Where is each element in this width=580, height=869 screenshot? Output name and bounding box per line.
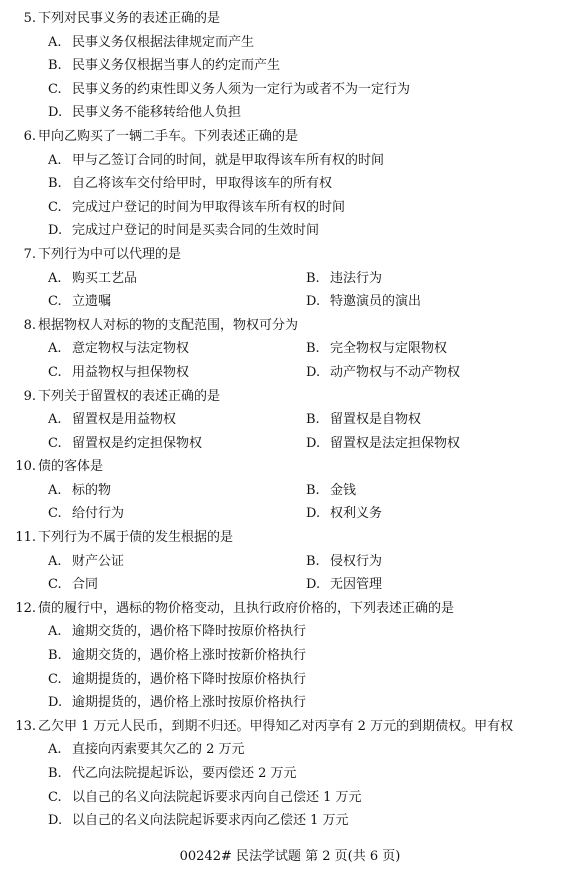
option-label: D. <box>48 813 63 829</box>
question-number: 10. <box>15 459 36 475</box>
option-text: 留置权是法定担保物权 <box>330 435 461 451</box>
option-label: A. <box>48 482 62 498</box>
option-label: C. <box>48 435 62 451</box>
question-text: 下列行为不属于债的发生根据的是 <box>38 530 234 546</box>
page-footer: 00242# 民法学试题 第 2 页(共 6 页) <box>179 849 401 864</box>
option-label: D. <box>306 435 321 451</box>
option-text: 代乙向法院提起诉讼，要丙偿还 2 万元 <box>72 766 297 781</box>
question-10 <box>0 455 580 526</box>
option-text: 以自己的名义向法院起诉要求丙向乙偿还 1 万元 <box>72 813 349 829</box>
question-12 <box>0 597 580 715</box>
question-text: 债的客体是 <box>38 459 104 475</box>
option-text: 留置权是用益物权 <box>72 412 177 428</box>
option-text: 金钱 <box>330 482 357 498</box>
option-text: 逾期交货的，遇价格上涨时按新价格执行 <box>72 648 307 664</box>
option-text: 留置权是约定担保物权 <box>72 435 203 451</box>
question-number: 9. <box>23 388 36 404</box>
option-label: B. <box>48 58 62 74</box>
option-text: 无因管理 <box>330 577 383 593</box>
option-label: B. <box>48 176 62 192</box>
option-text: 合同 <box>72 577 99 593</box>
option-label: D. <box>306 364 321 380</box>
option-label: A. <box>48 152 62 168</box>
option-text: 给付行为 <box>72 506 125 522</box>
question-text: 下列关于留置权的表述正确的是 <box>38 388 221 404</box>
option-text: 特邀演员的演出 <box>330 294 422 310</box>
option-text: 以自己的名义向法院起诉要求丙向自己偿还 1 万元 <box>72 789 362 805</box>
question-number: 13. <box>15 718 36 734</box>
option-text: 民事义务仅根据法律规定而产生 <box>72 34 255 50</box>
option-label: C. <box>48 506 62 522</box>
option-text: 逾期交货的，遇价格下降时按原价格执行 <box>72 624 307 640</box>
option-text: 完成过户登记的时间是买卖合同的生效时间 <box>72 223 320 239</box>
option-text: 完成过户登记的时间为甲取得该车所有权的时间 <box>72 199 346 215</box>
option-label: B. <box>306 482 320 498</box>
question-9 <box>0 385 580 456</box>
option-label: C. <box>48 364 62 380</box>
option-text: 民事义务的约束性即义务人须为一定行为或者不为一定行为 <box>72 81 411 97</box>
option-text: 民事义务不能移转给他人负担 <box>72 105 242 121</box>
option-label: A. <box>48 341 62 357</box>
question-5 <box>0 7 580 125</box>
option-text: 动产物权与不动产物权 <box>330 364 461 380</box>
question-list <box>0 7 580 833</box>
option-text: 意定物权与法定物权 <box>72 341 190 357</box>
option-text: 违法行为 <box>330 270 383 286</box>
option-text: 侵权行为 <box>330 553 383 569</box>
question-text: 根据物权人对标的物的支配范围，物权可分为 <box>38 317 299 333</box>
option-label: D. <box>306 506 321 522</box>
option-label: A. <box>48 553 62 569</box>
option-text: 完全物权与定限物权 <box>330 341 448 357</box>
option-text: 自乙将该车交付给甲时，甲取得该车的所有权 <box>72 176 333 192</box>
option-label: B. <box>306 270 320 286</box>
question-number: 7. <box>23 246 36 262</box>
option-text: 立遗嘱 <box>72 294 112 310</box>
option-text: 权利义务 <box>330 506 383 522</box>
option-text: 用益物权与担保物权 <box>72 364 190 380</box>
option-text: 逾期提货的，遇价格下降时按原价格执行 <box>72 671 307 687</box>
option-label: B. <box>306 341 320 357</box>
option-label: D. <box>306 577 321 593</box>
option-label: C. <box>48 294 62 310</box>
option-label: C. <box>48 81 62 97</box>
question-7 <box>0 243 580 314</box>
question-text: 债的履行中，遇标的物价格变动，且执行政府价格的，下列表述正确的是 <box>38 600 455 616</box>
option-text: 购买工艺品 <box>72 270 138 286</box>
option-label: B. <box>306 412 320 428</box>
question-number: 12. <box>15 600 36 616</box>
option-label: C. <box>48 671 62 687</box>
option-text: 直接向丙索要其欠乙的 2 万元 <box>72 742 245 758</box>
question-number: 5. <box>23 11 36 26</box>
option-label: D. <box>306 294 321 310</box>
option-label: A. <box>48 624 62 640</box>
option-label: A. <box>48 34 62 50</box>
option-text: 甲与乙签订合同的时间，就是甲取得该车所有权的时间 <box>72 152 385 168</box>
option-text: 逾期提货的，遇价格上涨时按原价格执行 <box>72 695 307 711</box>
option-label: A. <box>48 270 62 286</box>
question-number: 11. <box>15 530 36 546</box>
option-label: D. <box>48 105 63 121</box>
question-8 <box>0 314 580 385</box>
option-text: 财产公证 <box>72 553 125 569</box>
question-text: 乙欠甲 1 万元人民币，到期不归还。甲得知乙对丙享有 2 万元的到期债权。甲有权 <box>38 718 514 734</box>
option-label: D. <box>48 223 63 239</box>
option-label: B. <box>306 553 320 569</box>
option-text: 留置权是自物权 <box>330 412 422 428</box>
option-label: C. <box>48 577 62 593</box>
option-label: D. <box>48 695 63 711</box>
option-text: 标的物 <box>72 482 112 498</box>
question-number: 6. <box>23 128 36 144</box>
question-text: 下列行为中可以代理的是 <box>38 246 182 262</box>
question-number: 8. <box>23 317 36 333</box>
option-label: A. <box>48 412 62 428</box>
option-label: C. <box>48 789 62 805</box>
option-label: C. <box>48 199 62 215</box>
question-11 <box>0 526 580 597</box>
question-text: 下列对民事义务的表述正确的是 <box>38 11 221 26</box>
option-text: 民事义务仅根据当事人的约定而产生 <box>72 58 281 74</box>
question-13 <box>0 715 580 833</box>
question-text: 甲向乙购买了一辆二手车。下列表述正确的是 <box>38 128 299 144</box>
question-6 <box>0 125 580 243</box>
option-label: B. <box>48 648 62 664</box>
option-label: B. <box>48 766 62 781</box>
option-label: A. <box>48 742 62 758</box>
